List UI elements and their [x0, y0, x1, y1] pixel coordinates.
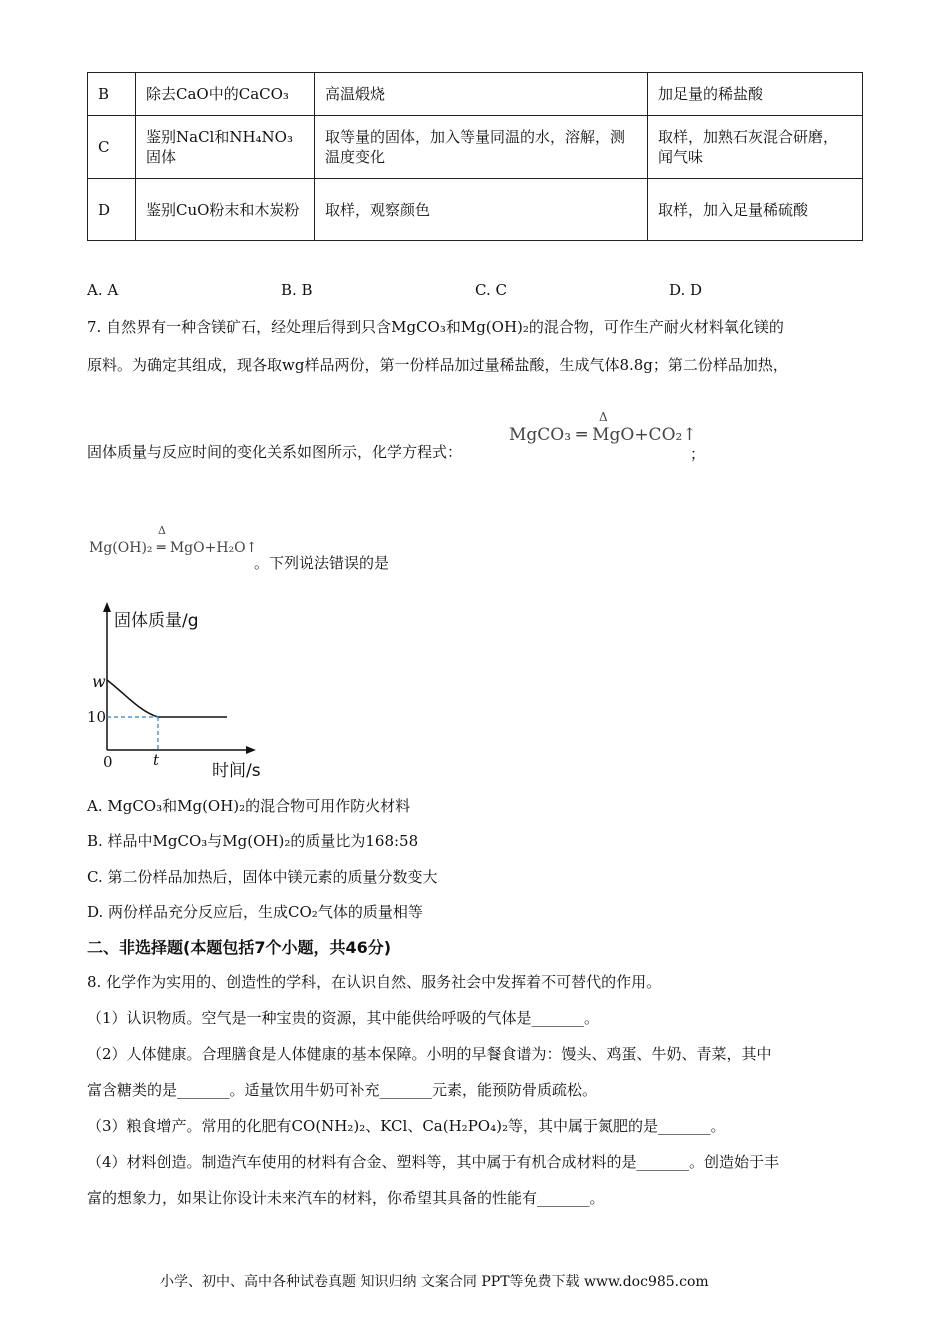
q8-part-4a: （4）材料创造。制造汽车使用的材料有合金、塑料等，其中属于有机合成材料的是_______。创造始于丰 [87, 1153, 780, 1171]
y-axis-arrow [103, 602, 111, 612]
equation-1 [509, 425, 697, 445]
graph-ten-label: 10 [87, 708, 107, 726]
equation-1-end: ； [690, 445, 706, 463]
q8-stem: 8. 化学作为实用的、创造性的学科，在认识自然、服务社会中发挥着不可替代的作用。 [87, 973, 662, 991]
table-row [88, 73, 863, 116]
q8-part-2b: 富含糖类的是_______。适量饮用牛奶可补充_______元素，能预防骨质疏松。 [87, 1081, 598, 1099]
decay-curve [107, 680, 158, 717]
q6-option-d: D. D [669, 281, 703, 299]
q7-option-a: A. MgCO₃和Mg(OH)₂的混合物可用作防火材料 [87, 797, 411, 815]
q8-part-1: （1）认识物质。空气是一种宝贵的资源，其中能供给呼吸的气体是_______。 [87, 1009, 600, 1027]
row-label: B [88, 73, 136, 116]
q6-option-a: A. A [87, 281, 119, 299]
section-heading: 二、非选择题(本题包括7个小题，共46分) [87, 938, 392, 957]
q6-option-b: B. B [281, 281, 313, 299]
x-axis-arrow [246, 746, 256, 754]
row-label: D [88, 179, 136, 241]
q6-option-c: C. C [475, 281, 507, 299]
table-row [88, 179, 863, 241]
equation-2-delta: Δ [158, 524, 166, 537]
equation-1-delta: Δ [599, 410, 608, 424]
graph-ylabel: 固体质量/g [114, 611, 199, 631]
q7-line-1: 7. 自然界有一种含镁矿石，经处理后得到只含MgCO₃和Mg(OH)₂的混合物，可作生产耐火材料氧化镁的 [87, 318, 784, 336]
q7-option-c: C. 第二份样品加热后，固体中镁元素的质量分数变大 [87, 868, 438, 886]
graph-t-label: t [153, 751, 160, 769]
page-footer: 小学、初中、高中各种试卷真题 知识归纳 文案合同 PPT等免费下载 www.doc985.com [160, 1274, 709, 1290]
row-method-1: 取等量的固体，加入等量同温的水，溶解，测温度变化 [315, 116, 648, 179]
q8-part-3: （3）粮食增产。常用的化肥有CO(NH₂)₂、KCl、Ca(H₂PO₄)₂等，其中属于氮肥的是_______。 [87, 1117, 726, 1135]
row-method-2: 取样，加入足量稀硫酸 [648, 179, 863, 241]
row-purpose: 鉴别CuO粉末和木炭粉 [136, 179, 315, 241]
row-method-1: 取样，观察颜色 [315, 179, 648, 241]
q7-option-b: B. 样品中MgCO₃与Mg(OH)₂的质量比为168:58 [87, 832, 419, 850]
graph-xlabel: 时间/s [212, 761, 261, 781]
graph-w-label: w [92, 672, 106, 691]
row-label: C [88, 116, 136, 179]
row-method-2: 取样，加熟石灰混合研磨，闻气味 [648, 116, 863, 179]
graph-origin-label: 0 [103, 753, 113, 771]
q7-line-2: 原料。为确定其组成，现各取wg样品两份，第一份样品加过量稀盐酸，生成气体8.8g；第二份样品加热， [87, 356, 788, 374]
q7-tail: 。下列说法错误的是 [254, 554, 390, 572]
row-method-1: 高温煅烧 [315, 73, 648, 116]
q8-part-2a: （2）人体健康。合理膳食是人体健康的基本保障。小明的早餐食谱为：馒头、鸡蛋、牛奶、青菜，其中 [87, 1045, 772, 1063]
row-purpose: 除去CaO中的CaCO₃ [136, 73, 315, 116]
equation-1-text: MgCO₃ ═ MgO+CO₂↑ [509, 425, 697, 445]
q7-line-3: 固体质量与反应时间的变化关系如图所示，化学方程式： [87, 443, 463, 461]
options-table [87, 72, 863, 241]
row-method-2: 加足量的稀盐酸 [648, 73, 863, 116]
row-purpose: 鉴别NaCl和NH₄NO₃固体 [136, 116, 315, 179]
table-row [88, 116, 863, 179]
equation-2: Mg(OH)₂ ═ MgO+H₂O↑ [89, 540, 258, 556]
q8-part-4b: 富的想象力，如果让你设计未来汽车的材料，你希望其具备的性能有_______。 [87, 1189, 605, 1207]
q7-option-d: D. 两份样品充分反应后，生成CO₂气体的质量相等 [87, 903, 423, 921]
